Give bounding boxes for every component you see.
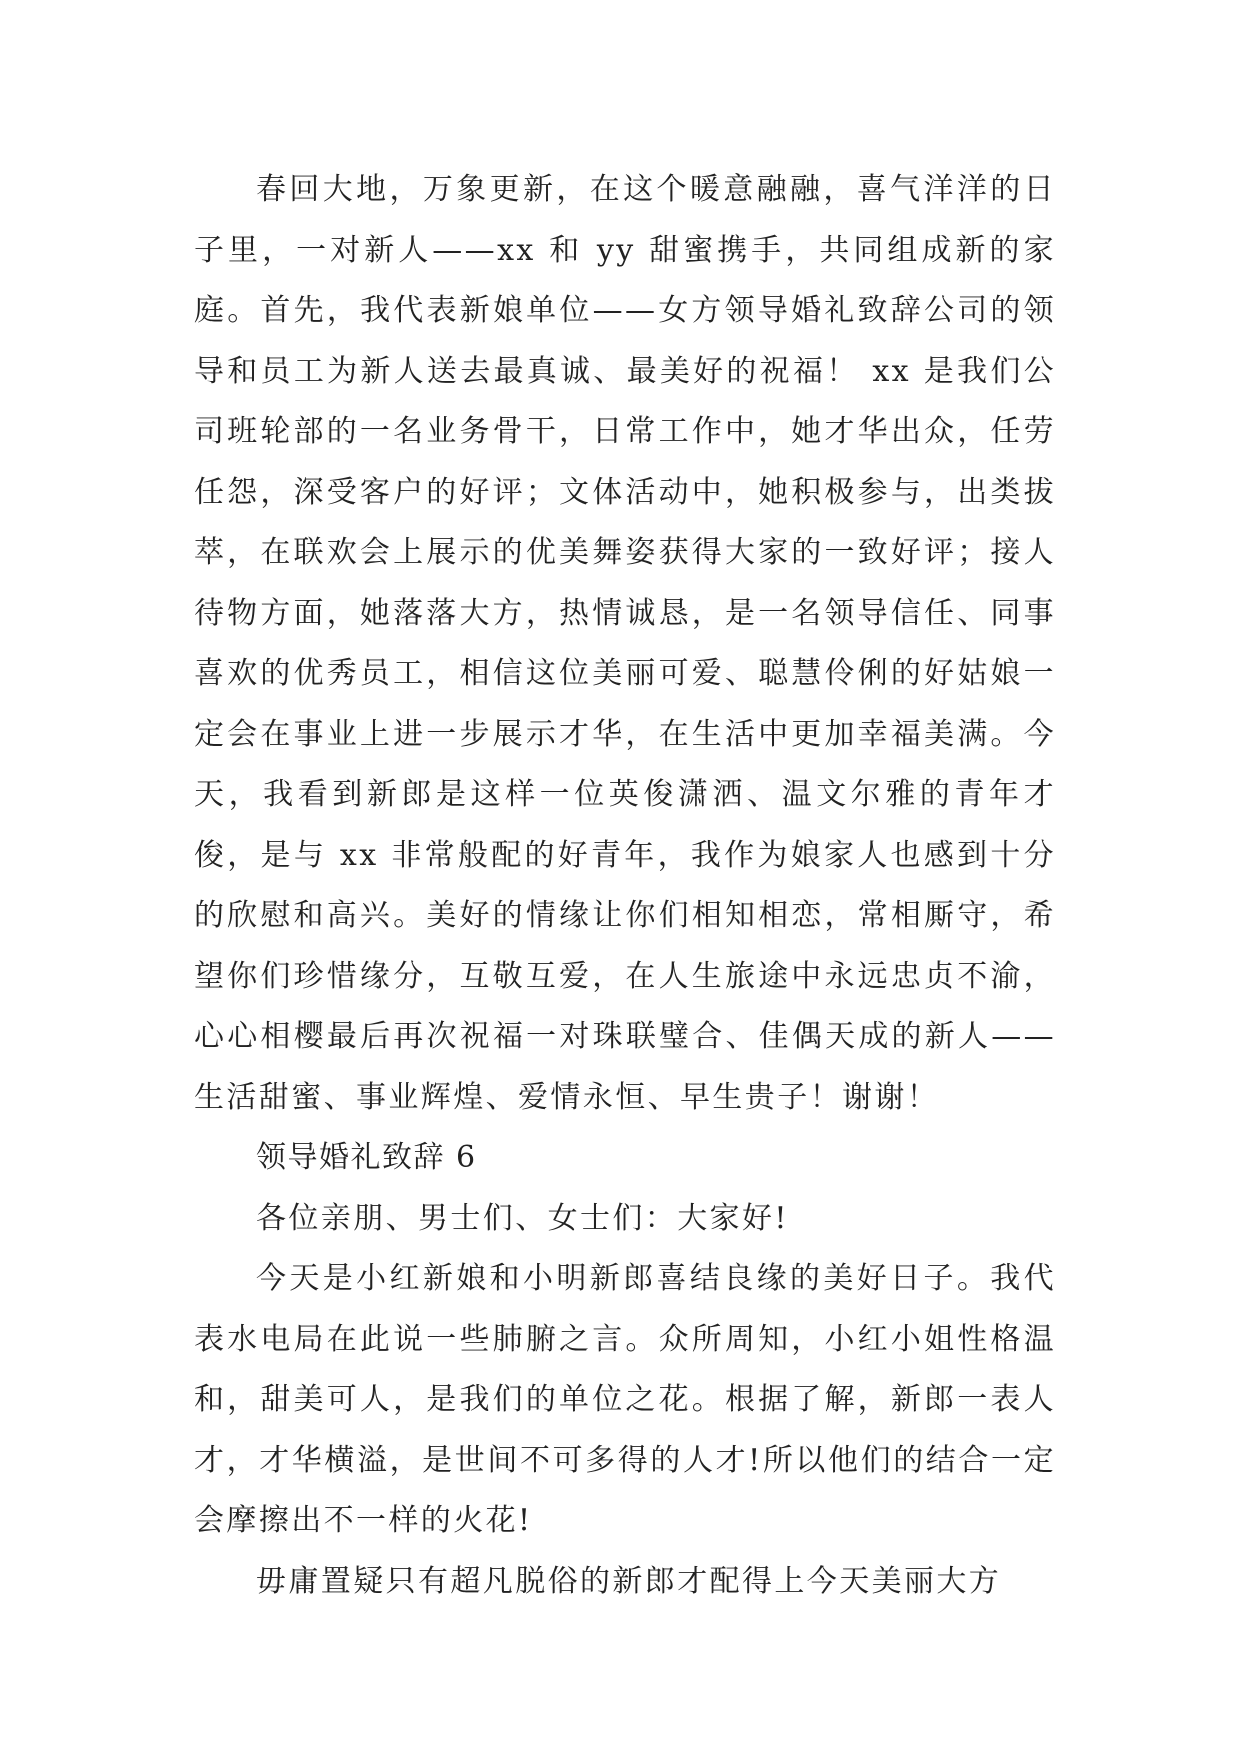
- body-paragraph: 毋庸置疑只有超凡脱俗的新郎才配得上今天美丽大方: [256, 1563, 1002, 1599]
- body-paragraph: 今天是小红新娘和小明新郎喜结良缘的美好日子。我代表水电局在此说一些肺腑之言。众所周知，小红小姐性格温和，甜美可人，是我们的单位之花。根据了解，新郎一表人才，才华横溢，是世间不可多得的人才!所以他们的结合一定会摩擦出不一样的火花!: [194, 1261, 1056, 1538]
- section-heading: 领导婚礼致辞 6: [256, 1140, 477, 1175]
- document-page: [194, 160, 1056, 1612]
- body-paragraph: 春回大地，万象更新，在这个暖意融融，喜气洋洋的日子里，一对新人——xx 和 yy 甜蜜携手，共同组成新的家庭。首先，我代表新娘单位——女方领导婚礼致辞公司的领导和员工为新人送去最真诚、最美好的祝福！ xx 是我们公司班轮部的一名业务骨干，日常工作中，她才华出众，任劳任怨，深受客户的好评；文体活动中，她积极参与，出类拔萃，在联欢会上展示的优美舞姿获得大家的一致好评；接人待物方面，她落落大方，热情诚恳，是一名领导信任、同事喜欢的优秀员工，相信这位美丽可爱、聪慧伶俐的好姑娘一定会在事业上进一步展示才华，在生活中更加幸福美满。今天，我看到新郎是这样一位英俊潇洒、温文尔雅的青年才俊，是与 xx 非常般配的好青年，我作为娘家人也感到十分的欣慰和高兴。美好的情缘让你们相知相恋，常相厮守，希望你们珍惜缘分，互敬互爱，在人生旅途中永远忠贞不渝，心心相樱最后再次祝福一对珠联璧合、佳偶天成的新人——生活甜蜜、事业辉煌、爱情永恒、早生贵子！谢谢！: [194, 172, 1056, 1115]
- greeting-paragraph: 各位亲朋、男士们、女士们：大家好!: [256, 1200, 789, 1236]
